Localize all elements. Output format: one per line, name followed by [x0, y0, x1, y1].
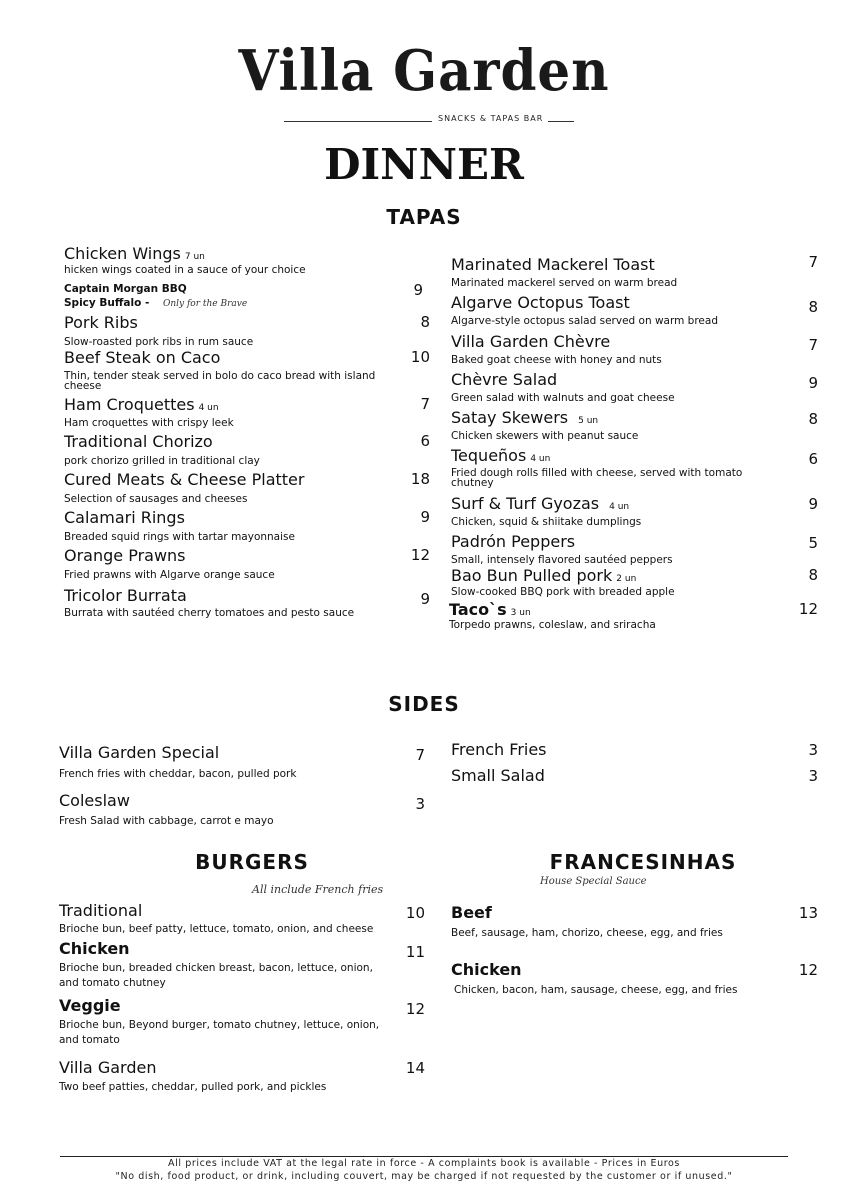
item-name: Tricolor Burrata: [64, 586, 187, 605]
item-name: French Fries: [451, 740, 547, 759]
item-qty: 4 un: [609, 502, 630, 512]
menu-item: [59, 939, 425, 991]
item-qty: 5 un: [578, 416, 599, 426]
menu-item: [451, 255, 818, 289]
menu-item: [451, 740, 818, 759]
item-desc: Green salad with walnuts and goat cheese: [451, 392, 675, 404]
item-name: Bao Bun Pulled pork: [451, 566, 613, 585]
item-desc: Breaded squid rings with tartar mayonnaise: [64, 531, 295, 543]
item-desc: hicken wings coated in a sauce of your choice: [64, 264, 306, 276]
item-name: Orange Prawns: [64, 546, 186, 565]
item-qty: 3 un: [510, 608, 531, 618]
section-title-francesinhas: FRANCESINHAS: [549, 850, 737, 874]
menu-item: [64, 470, 430, 505]
menu-item: [451, 370, 818, 404]
item-price: 9: [420, 508, 430, 526]
item-name: Traditional: [59, 901, 143, 920]
divider-right: [548, 121, 574, 122]
item-price: 9: [420, 590, 430, 608]
item-desc: Fresh Salad with cabbage, carrot e mayo: [59, 815, 274, 827]
burgers-note: All include French fries: [252, 883, 384, 896]
item-name: Chicken Wings: [64, 244, 181, 263]
menu-item: [451, 494, 818, 528]
divider-left: [284, 121, 432, 122]
wings-option-bbq: Captain Morgan BBQ: [64, 283, 187, 295]
item-name: Algarve Octopus Toast: [451, 293, 630, 312]
francesinhas-note: House Special Sauce: [540, 876, 647, 887]
menu-item: [451, 293, 818, 327]
tagline-block: [284, 114, 574, 128]
item-name: Beef: [451, 903, 492, 922]
item-price: 12: [405, 1000, 425, 1018]
item-price: 9: [808, 495, 818, 513]
item-price: 8: [808, 298, 818, 316]
item-desc: French fries with cheddar, bacon, pulled pork: [59, 768, 297, 780]
item-price: 3: [808, 741, 818, 759]
item-desc: Chicken skewers with peanut sauce: [451, 430, 639, 442]
item-desc: pork chorizo grilled in traditional clay: [64, 455, 260, 467]
menu-item: [59, 743, 425, 780]
menu-item: [64, 508, 430, 543]
item-name: Padrón Peppers: [451, 532, 576, 551]
item-name: Calamari Rings: [64, 508, 185, 527]
menu-item: [64, 244, 430, 276]
item-price: 8: [420, 313, 430, 331]
item-price: 13: [798, 904, 818, 922]
item-price: 8: [808, 566, 818, 584]
menu-item: [64, 546, 430, 581]
item-desc: Marinated mackerel served on warm bread: [451, 277, 678, 289]
menu-item: [451, 903, 818, 939]
logo: Villa Garden: [238, 38, 610, 104]
item-desc: Burrata with sautéed cherry tomatoes and pesto sauce: [64, 607, 355, 619]
wings-option-buffalo: [64, 297, 247, 309]
item-desc: Ham croquettes with crispy leek: [64, 417, 234, 429]
item-name: Cured Meats & Cheese Platter: [64, 470, 305, 489]
item-desc: Fried prawns with Algarve orange sauce: [64, 569, 275, 581]
item-name: Coleslaw: [59, 791, 130, 810]
menu-item: [451, 566, 818, 598]
item-name: Tequeños: [451, 446, 527, 465]
item-desc: Selection of sausages and cheeses: [64, 493, 248, 505]
item-qty: 4 un: [198, 403, 219, 413]
item-price: 3: [415, 795, 425, 813]
item-price: 6: [420, 432, 430, 450]
item-qty: 4 un: [530, 454, 551, 464]
item-qty: 7 un: [184, 252, 205, 262]
item-price: 12: [410, 546, 430, 564]
item-desc: Brioche bun, beef patty, lettuce, tomato, onion, and cheese: [59, 923, 374, 935]
item-name: Chèvre Salad: [451, 370, 558, 389]
buffalo-note: Only for the Brave: [162, 299, 248, 309]
item-desc: Algarve-style octopus salad served on warm bread: [451, 315, 718, 327]
menu-item: [64, 395, 430, 429]
item-price: 12: [798, 600, 818, 618]
footer-line-1: All prices include VAT at the legal rate in force - A complaints book is available - Prices in Euros: [168, 1158, 680, 1169]
item-price: 18: [410, 470, 430, 488]
item-name: Villa Garden Chèvre: [451, 332, 611, 351]
section-title-sides: SIDES: [388, 692, 460, 716]
item-name: Small Salad: [451, 766, 545, 785]
menu-item: [59, 1058, 425, 1093]
tagline: SNACKS & TAPAS BAR: [438, 114, 544, 123]
item-price: 9: [413, 281, 423, 299]
item-desc: Baked goat cheese with honey and nuts: [451, 354, 662, 366]
section-title-tapas: TAPAS: [386, 205, 462, 229]
item-price: 7: [808, 253, 818, 271]
item-name: Satay Skewers: [451, 408, 569, 427]
item-name: Ham Croquettes: [64, 395, 195, 414]
item-name: Chicken: [451, 960, 522, 979]
menu-item: [451, 766, 818, 785]
item-desc: Thin, tender steak served in bolo do caco bread with island cheese: [64, 370, 376, 392]
item-qty: 2 un: [616, 574, 637, 584]
item-price: 11: [405, 943, 425, 961]
item-price: 3: [808, 767, 818, 785]
menu-item: [64, 432, 430, 467]
item-desc: Brioche bun, breaded chicken breast, bacon, lettuce, onion, and tomato chutney: [59, 962, 373, 989]
item-price: 10: [405, 904, 425, 922]
item-price: 7: [415, 746, 425, 764]
item-name: Villa Garden: [59, 1058, 157, 1077]
menu-item: [64, 313, 430, 348]
menu-item: [59, 901, 425, 935]
item-price: 9: [808, 374, 818, 392]
buffalo-label: Spicy Buffalo -: [64, 297, 150, 309]
footer-divider: [60, 1156, 788, 1157]
menu-item: [451, 532, 818, 566]
item-name: Veggie: [59, 996, 121, 1015]
page-title: DINNER: [324, 140, 524, 189]
menu-item: [449, 600, 818, 631]
item-price: 7: [420, 395, 430, 413]
item-name: Beef Steak on Caco: [64, 348, 221, 367]
item-desc: Slow-roasted pork ribs in rum sauce: [64, 336, 254, 348]
item-price: 12: [798, 961, 818, 979]
item-desc: Chicken, bacon, ham, sausage, cheese, egg, and fries: [454, 984, 738, 996]
menu-item: [64, 586, 430, 619]
item-desc: Slow-cooked BBQ pork with breaded apple: [451, 586, 675, 598]
item-price: 14: [405, 1059, 425, 1077]
item-desc: Small, intensely flavored sautéed peppers: [451, 554, 673, 566]
item-desc: Torpedo prawns, coleslaw, and sriracha: [449, 619, 656, 631]
menu-item: [451, 960, 818, 996]
menu-item: [451, 408, 818, 442]
item-desc: Beef, sausage, ham, chorizo, cheese, egg, and fries: [451, 927, 723, 939]
menu-item: [64, 348, 430, 391]
footer-line-2: "No dish, food product, or drink, including couvert, may be charged if not requested by the customer or if unused.": [115, 1171, 733, 1182]
item-desc: Two beef patties, cheddar, pulled pork, and pickles: [59, 1081, 327, 1093]
menu-item: [451, 446, 818, 488]
item-name: Marinated Mackerel Toast: [451, 255, 655, 274]
item-name: Taco`s: [449, 600, 507, 619]
item-name: Surf & Turf Gyozas: [451, 494, 600, 513]
item-desc: Fried dough rolls filled with cheese, served with tomato chutney: [451, 467, 743, 489]
item-name: Traditional Chorizo: [64, 432, 213, 451]
item-price: 5: [808, 534, 818, 552]
item-name: Pork Ribs: [64, 313, 138, 332]
item-name: Villa Garden Special: [59, 743, 220, 762]
item-price: 6: [808, 450, 818, 468]
item-price: 10: [410, 348, 430, 366]
menu-item: [59, 996, 425, 1048]
item-name: Chicken: [59, 939, 130, 958]
menu-item: [451, 332, 818, 366]
item-price: 7: [808, 336, 818, 354]
item-desc: Chicken, squid & shiitake dumplings: [451, 516, 642, 528]
section-title-burgers: BURGERS: [195, 850, 309, 874]
item-price: 8: [808, 410, 818, 428]
item-desc: Brioche bun, Beyond burger, tomato chutney, lettuce, onion, and tomato: [59, 1019, 380, 1046]
menu-item: [59, 791, 425, 827]
